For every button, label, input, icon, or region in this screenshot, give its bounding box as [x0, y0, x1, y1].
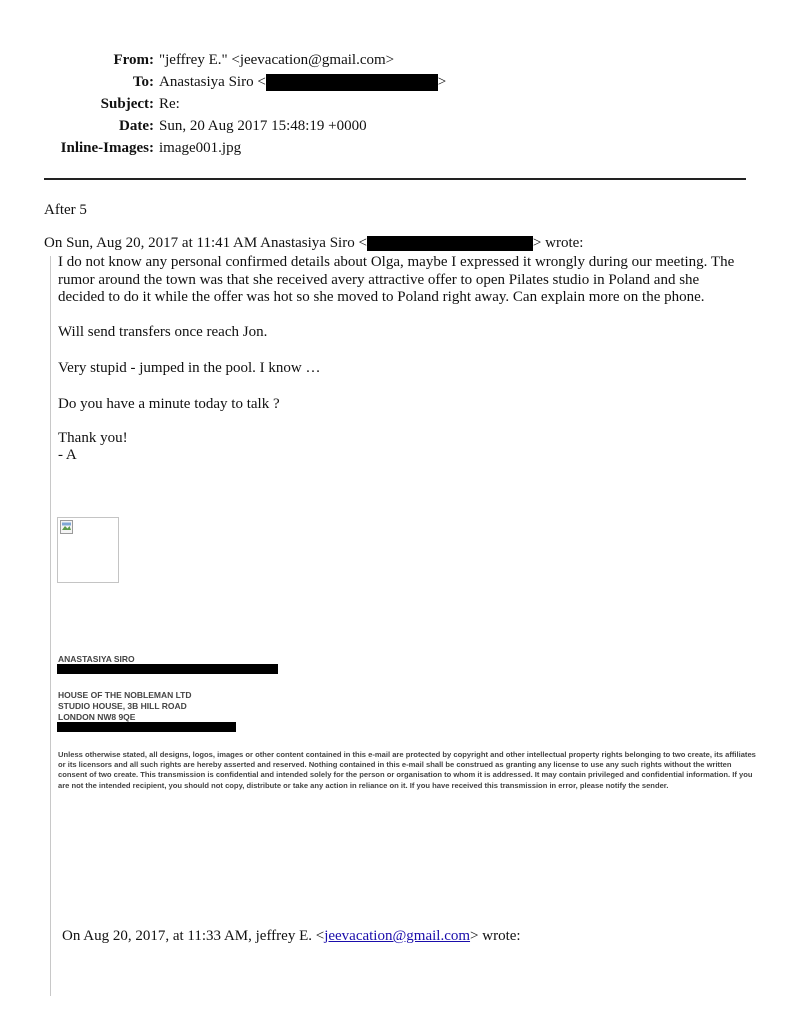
quoted-paragraph: I do not know any personal confirmed details about Olga, maybe I expressed it wrongly during our meeting. The rumor around the town was that she received avery attractive offer to open Pilates studio in Poland and she decided to do it while the offer was hot so she moved to Poland right away. Can explain more on the phone. — [58, 254, 735, 305]
redaction-bar — [367, 236, 533, 251]
quote-intro-prefix: On Sun, Aug 20, 2017 at 11:41 AM Anastasiya Siro < — [44, 235, 367, 251]
signature-address-line: STUDIO HOUSE, 3B HILL ROAD — [58, 701, 187, 711]
redaction-bar — [57, 664, 278, 674]
inline-images-label: Inline-Images: — [60, 140, 154, 156]
date-value: Sun, 20 Aug 2017 15:48:19 +0000 — [159, 118, 367, 134]
signature-company: HOUSE OF THE NOBLEMAN LTD — [58, 690, 192, 700]
nested-quote-intro — [62, 928, 521, 945]
signature-disclaimer: Unless otherwise stated, all designs, logos, images or other content contained in this e-mail are protected by copyright and other intellectual property rights belonging to two create, its affiliates or its licensors and all such rights are hereby asserted and reserved. Nothing contained in this e-mail shall be construed as granting any license to use any such rights without the written consent of two create. This transmission is confidential and intended solely for the person or organisation to whom it is addressed. It may contain privileged and confidential information. If you are not the intended recipient, you should not copy, distribute or take any action in reliance on it. If you have received this transmission in error, please notify the sender. — [58, 750, 756, 790]
email-link[interactable]: jeevacation@gmail.com — [324, 928, 471, 944]
from-label: From: — [113, 52, 154, 68]
signature-address-line: LONDON NW8 9QE — [58, 712, 136, 722]
header-inline-images-row — [0, 140, 420, 162]
from-value: "jeffrey E." <jeevacation@gmail.com> — [159, 52, 395, 68]
quote-bar — [50, 256, 51, 996]
redaction-bar — [266, 74, 438, 91]
redaction-bar — [57, 722, 236, 732]
header-divider — [44, 178, 746, 180]
to-value — [159, 74, 446, 91]
to-value-suffix: > — [437, 74, 447, 90]
signoff-line: - A — [58, 447, 77, 463]
broken-image-icon — [60, 520, 73, 534]
to-label: To: — [132, 74, 154, 90]
header-to-row — [0, 74, 460, 96]
quote-intro — [44, 235, 583, 252]
header-from-row — [0, 52, 420, 74]
inline-images-value: image001.jpg — [159, 140, 242, 156]
inline-image-placeholder — [57, 517, 119, 583]
header-date-row — [0, 118, 420, 140]
quote-intro-suffix: > wrote: — [532, 235, 584, 251]
nested-quote-prefix: On Aug 20, 2017, at 11:33 AM, jeffrey E. < — [62, 928, 325, 944]
thanks-line: Thank you! — [58, 430, 128, 446]
subject-label: Subject: — [100, 96, 154, 112]
date-label: Date: — [119, 118, 154, 134]
signature-name: ANASTASIYA SIRO — [58, 654, 135, 664]
nested-quote-suffix: > wrote: — [470, 928, 521, 944]
header-subject-row — [0, 96, 420, 118]
subject-value: Re: — [159, 96, 180, 112]
to-value-prefix: Anastasiya Siro < — [159, 74, 266, 90]
quoted-paragraph: Very stupid - jumped in the pool. I know … — [58, 360, 321, 376]
quoted-paragraph: Do you have a minute today to talk ? — [58, 396, 280, 412]
reply-text: After 5 — [44, 202, 87, 218]
quoted-paragraph: Will send transfers once reach Jon. — [58, 324, 268, 340]
